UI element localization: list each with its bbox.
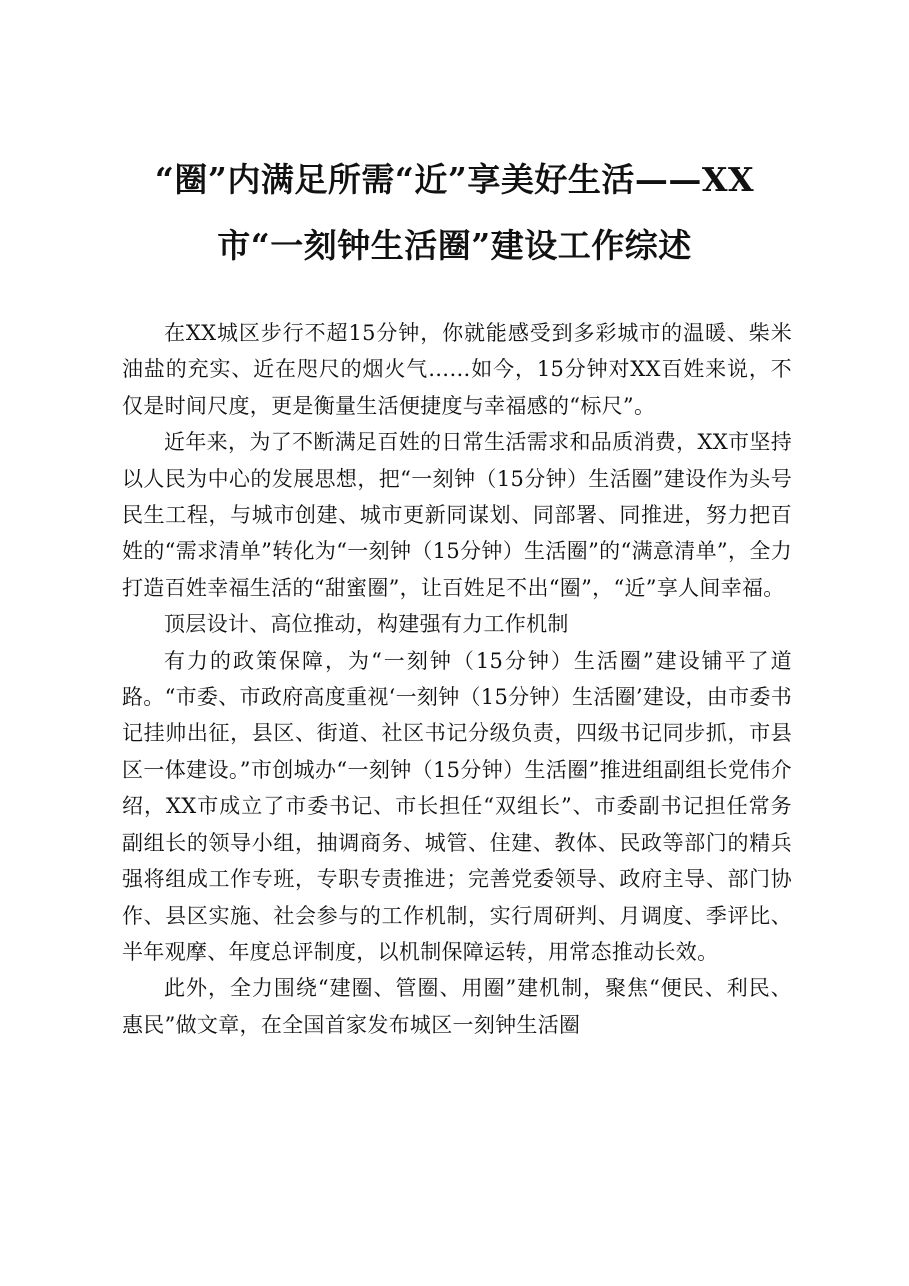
paragraph-intro: 在XX城区步行不超15分钟，你就能感受到多彩城市的温暖、柴米油盐的充实、近在咫尺的烟火气……如今，15分钟对XX百姓来说，不仅是时间尺度，更是衡量生活便捷度与幸福感的“标尺”。 [122, 321, 792, 418]
document-title-line-2: 市“一刻钟生活圈”建设工作综述 [217, 226, 692, 265]
document-body [122, 315, 792, 1043]
paragraph-background: 近年来，为了不断满足百姓的日常生活需求和品质消费，XX市坚持以人民为中心的发展思想，把“一刻钟（15分钟）生活圈”建设作为头号民生工程，与城市创建、城市更新同谋划、同部署、同推进，努力把百姓的“需求清单”转化为“一刻钟（15分钟）生活圈”的“满意清单”，全力打造百姓幸福生活的“甜蜜圈”，让百姓足不出“圈”，“近”享人间幸福。 [122, 430, 792, 600]
section-heading: 顶层设计、高位推动，构建强有力工作机制 [164, 612, 569, 637]
paragraph-mechanism: 有力的政策保障，为“一刻钟（15分钟）生活圈”建设铺平了道路。“市委、市政府高度重视‘一刻钟（15分钟）生活圈’建设，由市委书记挂帅出征，县区、街道、社区书记分级负责，四级书记同步抓，市县区一体建设。”市创城办“一刻钟（15分钟）生活圈”推进组副组长党伟介绍，XX市成立了市委书记、市长担任“双组长”、市委副书记担任常务副组长的领导小组，抽调商务、城管、住建、教体、民政等部门的精兵强将组成工作专班，专职专责推进；完善党委领导、政府主导、部门协作、县区实施、社会参与的工作机制，实行周研判、月调度、季评比、半年观摩、年度总评制度，以机制保障运转，用常态推动长效。 [122, 648, 793, 964]
document-title-line-1: “圈”内满足所需“近”享美好生活——XX [154, 160, 755, 199]
paragraph-measures: 此外，全力围绕“建圈、管圈、用圈”建机制，聚焦“便民、利民、惠民”做文章，在全国首家发布城区一刻钟生活圈 [122, 976, 792, 1037]
